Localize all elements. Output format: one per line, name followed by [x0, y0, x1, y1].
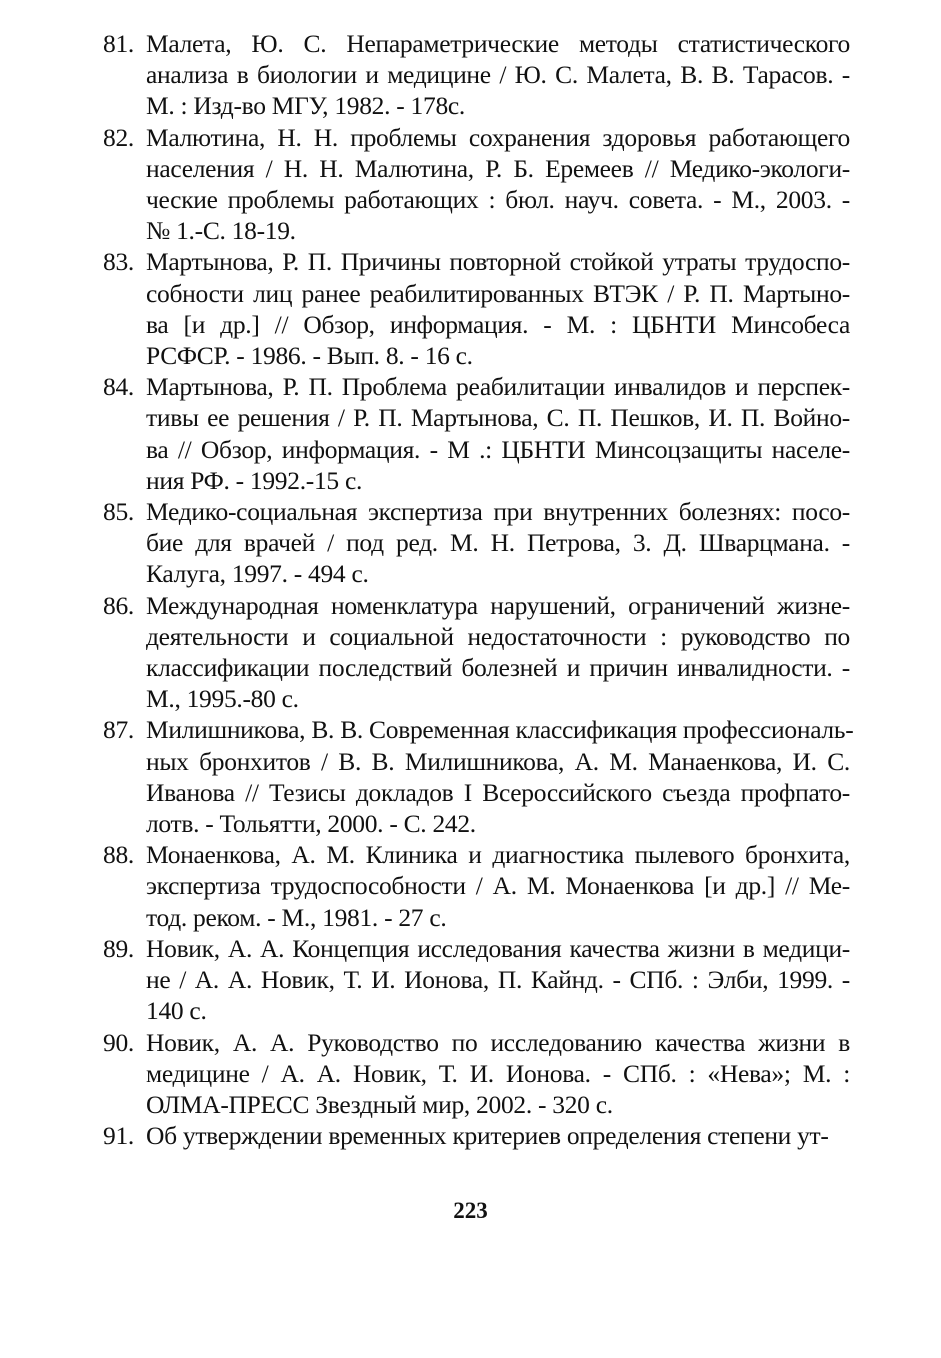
reference-entry	[90, 496, 850, 590]
reference-line: деятельности и социальной недостаточности : руководство по	[146, 621, 850, 651]
reference-number: 89.	[103, 933, 134, 963]
reference-line: анализа в биологии и медицине / Ю. С. Малета, В. В. Тарасов. -	[146, 60, 850, 90]
reference-entry	[90, 839, 850, 933]
reference-line: 140 с.	[146, 996, 207, 1026]
reference-line: Мартынова, Р. П. Причины повторной стойкой утраты трудоспо-	[146, 247, 850, 277]
reference-line: Милишникова, В. В. Современная классификация профессиональ-	[146, 715, 854, 745]
reference-line: М. : Изд-во МГУ, 1982. - 178с.	[146, 91, 465, 121]
reference-number: 81.	[103, 29, 134, 58]
reference-line: ния РФ. - 1992.-15 с.	[146, 465, 363, 495]
reference-text	[146, 246, 850, 371]
reference-number: 87.	[103, 715, 134, 745]
reference-text	[146, 1027, 850, 1121]
reference-entry	[90, 1027, 850, 1121]
reference-line: М., 1995.-80 с.	[146, 684, 299, 714]
reference-line: ных бронхитов / В. В. Милишникова, А. М. Манаенкова, И. С.	[146, 746, 850, 776]
reference-entry	[90, 1120, 850, 1151]
reference-entry	[90, 246, 850, 371]
reference-line: классификации последствий болезней и причин инвалидности. -	[146, 653, 850, 683]
reference-line: медицине / А. А. Новик, Т. И. Ионова. - СПб. : «Нева»; М. :	[146, 1058, 850, 1088]
reference-line: ческие проблемы работающих : бюл. науч. совета. - М., 2003. -	[146, 185, 850, 215]
reference-line: не / А. А. Новик, Т. И. Ионова, П. Кайнд. - СПб. : Элби, 1999. -	[146, 965, 850, 995]
page-number: 223	[453, 1198, 488, 1223]
reference-line: Малютина, Н. Н. проблемы сохранения здоровья работающего	[146, 122, 850, 152]
reference-number: 83.	[103, 247, 134, 277]
reference-line: Малета, Ю. С. Непараметрические методы статистического	[146, 29, 850, 58]
reference-line: Новик, А. А. Руководство по исследованию качества жизни в	[146, 1027, 850, 1057]
reference-text	[146, 371, 850, 496]
reference-line: Медико-социальная экспертиза при внутренних болезнях: посо-	[146, 497, 850, 527]
reference-line: тод. реком. - М., 1981. - 27 с.	[146, 902, 447, 932]
reference-number: 91.	[103, 1121, 134, 1151]
reference-line: Новик, А. А. Концепция исследования качества жизни в медици-	[146, 933, 850, 963]
reference-number: 90.	[103, 1027, 134, 1057]
reference-line: собности лиц ранее реабилитированных ВТЭК / Р. П. Мартыно-	[146, 278, 850, 308]
reference-entry	[90, 122, 850, 247]
reference-text	[146, 1120, 850, 1151]
reference-text	[146, 714, 854, 839]
reference-line: ва // Обзор, информация. - М .: ЦБНТИ Минсоцзащиты населе-	[146, 434, 850, 464]
reference-entry	[90, 371, 850, 496]
reference-line: Международная номенклатура нарушений, ограничений жизне-	[146, 590, 850, 620]
reference-text	[146, 122, 850, 247]
reference-number: 86.	[103, 590, 134, 620]
reference-entry	[90, 28, 850, 122]
reference-line: ва [и др.] // Обзор, информация. - М. : ЦБНТИ Минсобеса	[146, 309, 850, 339]
reference-line: РСФСР. - 1986. - Вып. 8. - 16 с.	[146, 341, 473, 371]
reference-line: Иванова // Тезисы докладов I Всероссийского съезда профпато-	[146, 777, 850, 807]
bibliography-list	[90, 28, 854, 1151]
reference-line: экспертиза трудоспособности / А. М. Монаенкова [и др.] // Ме-	[146, 871, 850, 901]
reference-text	[146, 839, 850, 933]
reference-entry	[90, 590, 850, 715]
reference-text	[146, 590, 850, 715]
reference-line: Монаенкова, А. М. Клиника и диагностика пылевого бронхита,	[146, 840, 850, 870]
reference-entry	[90, 933, 850, 1027]
reference-line: № 1.-С. 18-19.	[146, 216, 296, 246]
reference-line: Калуга, 1997. - 494 с.	[146, 559, 369, 589]
reference-entry	[90, 714, 854, 839]
reference-line: лотв. - Тольятти, 2000. - С. 242.	[146, 809, 476, 839]
reference-number: 85.	[103, 497, 134, 527]
reference-text	[146, 496, 850, 590]
reference-number: 84.	[103, 372, 134, 402]
reference-text	[146, 28, 850, 122]
reference-number: 82.	[103, 122, 134, 152]
reference-line: Мартынова, Р. П. Проблема реабилитации инвалидов и перспек-	[146, 372, 850, 402]
reference-line: тивы ее решения / Р. П. Мартынова, С. П. Пешков, И. П. Войно-	[146, 403, 850, 433]
reference-line: ОЛМА-ПРЕСС Звездный мир, 2002. - 320 с.	[146, 1089, 613, 1119]
reference-line: Об утверждении временных критериев определения степени ут-	[146, 1121, 829, 1151]
reference-text	[146, 933, 850, 1027]
reference-line: бие для врачей / под ред. М. Н. Петрова, 3. Д. Шварцмана. -	[146, 528, 850, 558]
reference-number: 88.	[103, 840, 134, 870]
reference-line: населения / Н. Н. Малютина, Р. Б. Еремеев // Медико-экологи-	[146, 153, 850, 183]
